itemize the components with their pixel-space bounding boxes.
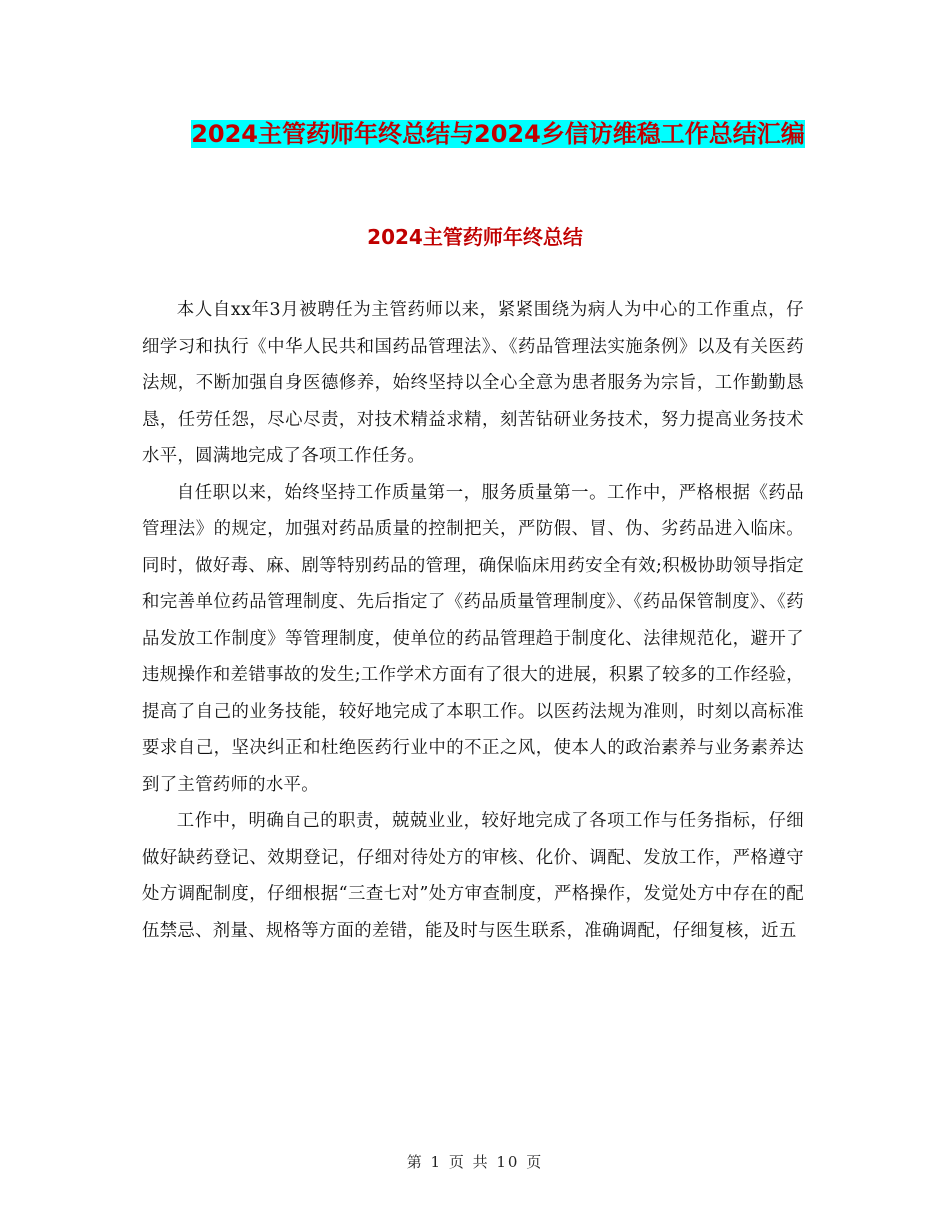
document-title-text: 2024主管药师年终总结与2024乡信访维稳工作总结汇编 [191, 120, 805, 148]
document-title [186, 112, 810, 156]
section-title: 2024主管药师年终总结 [367, 225, 583, 249]
document-body [142, 292, 804, 949]
paragraph-1: 本人自xx年3月被聘任为主管药师以来，紧紧围绕为病人为中心的工作重点，仔细学习和执行《中华人民共和国药品管理法》、《药品管理法实施条例》以及有关医药法规，不断加强自身医德修养，始终坚持以全心全意为患者服务为宗旨，工作勤勤恳恳，任劳任怨，尽心尽责，对技术精益求精，刻苦钻研业务技术，努力提高业务技术水平，圆满地完成了各项工作任务。 [142, 300, 804, 466]
page-footer: 第 1 页 共 10 页 [406, 1153, 544, 1171]
paragraph-3: 工作中，明确自己的职责，兢兢业业，较好地完成了各项工作与任务指标，仔细做好缺药登记、效期登记，仔细对待处方的审核、化价、调配、发放工作，严格遵守处方调配制度，仔细根据“三查七对”处方审查制度，严格操作，发觉处方中存在的配伍禁忌、剂量、规格等方面的差错，能及时与医生联系，准确调配，仔细复核，近五 [142, 811, 804, 941]
paragraph-2: 自任职以来，始终坚持工作质量第一，服务质量第一。工作中，严格根据《药品管理法》的规定，加强对药品质量的控制把关，严防假、冒、伪、劣药品进入临床。同时，做好毒、麻、剧等特别药品的管理，确保临床用药安全有效;积极协助领导指定和完善单位药品管理制度、先后指定了《药品质量管理制度》、《药品保管制度》、《药品发放工作制度》等管理制度，使单位的药品管理趋于制度化、法律规范化，避开了违规操作和差错事故的发生;工作学术方面有了很大的进展，积累了较多的工作经验，提高了自己的业务技能，较好地完成了本职工作。以医药法规为准则，时刻以高标准要求自己，坚决纠正和杜绝医药行业中的不正之风，使本人的政治素养与业务素养达到了主管药师的水平。 [142, 482, 804, 795]
